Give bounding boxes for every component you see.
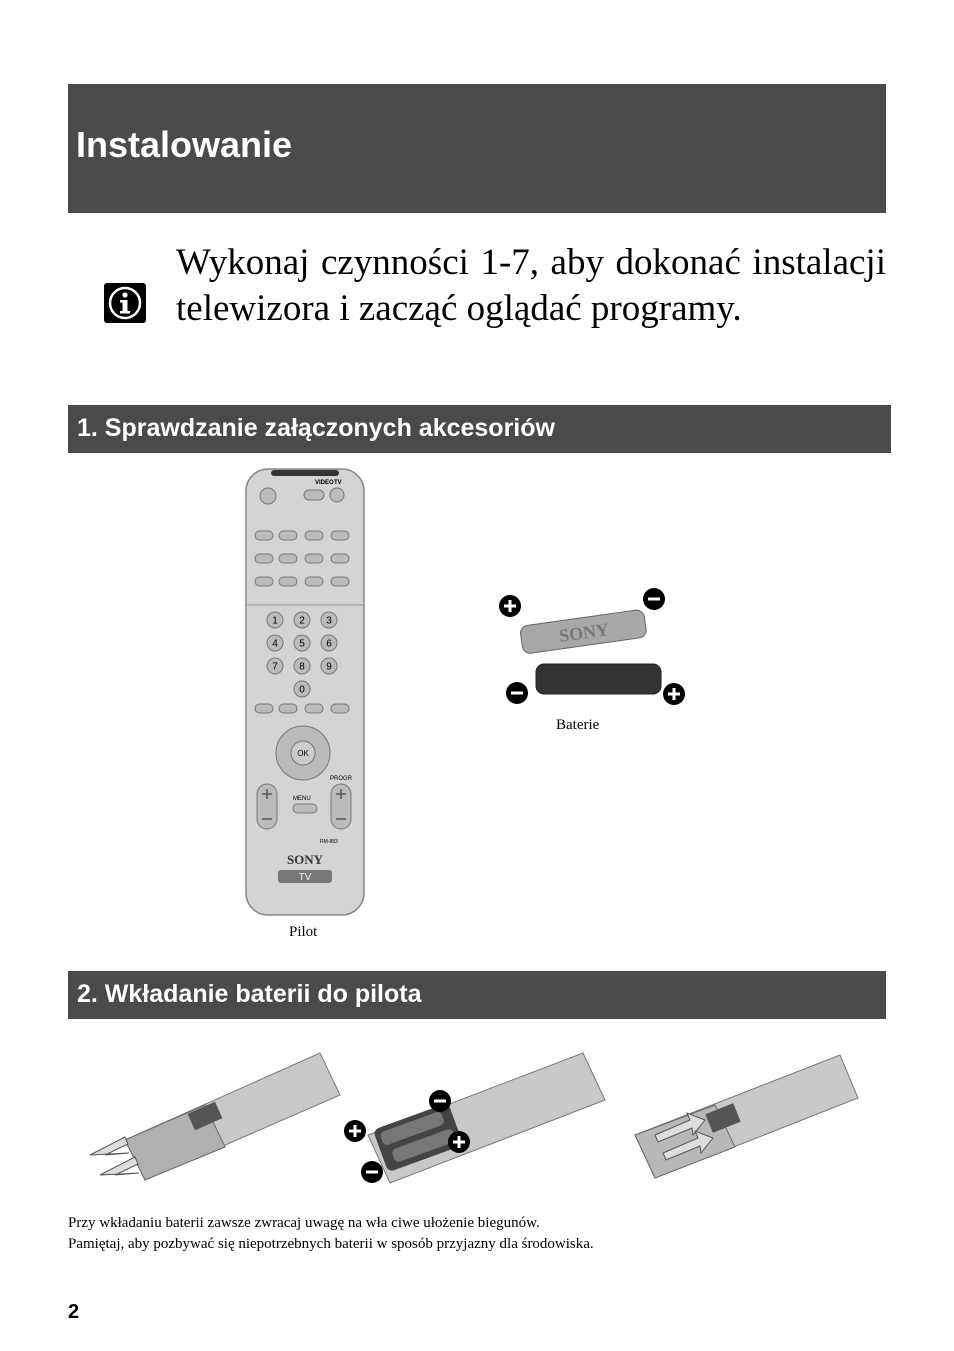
replace-cover-image [630,1050,860,1180]
video-label: VIDEO [315,480,334,486]
title-bar [68,84,886,213]
info-icon [104,283,146,323]
digit-label: 2 [299,615,305,627]
section-2-title: 2. Wkładanie baterii do pilota [77,980,422,1008]
notes [68,1213,594,1255]
note-disposal: Pamiętaj, aby pozbywać się niepotrzebnych baterii w sposób przyjazny dla środowiska. [68,1236,594,1252]
digit-label: 5 [299,638,305,650]
tv-label: TV [334,480,342,486]
plus-icon [344,1120,366,1142]
section-1-title: 1. Sprawdzanie załączonych akcesoriów [77,414,555,442]
digit-label: 3 [326,615,332,627]
page-title: Instalowanie [76,124,293,165]
section-2-bar [68,971,886,1019]
minus-icon [506,682,528,704]
plus-icon [448,1131,470,1153]
batteries-image [496,588,696,713]
progr-label: PROGR [330,776,353,782]
brand-label: SONY [286,852,324,867]
brand-tv-label: TV [298,872,312,883]
note-polarity: Przy wkładaniu baterii zawsze zwracaj uwagę na wła ciwe ułożenie biegunów. [68,1215,540,1231]
intro-text: Wykonaj czynności 1-7, aby dokonać instalacji telewizora i zacząć oglądać programy. [176,242,886,329]
page-number: 2 [68,1301,80,1323]
model-label: RM-883 [320,839,338,845]
insert-batteries-image [343,1045,608,1185]
remove-cover-image [85,1045,345,1185]
plus-icon [499,595,521,617]
menu-label: MENU [293,796,311,802]
ok-label: OK [297,749,309,758]
digit-label: 1 [272,615,278,627]
battery-brand: SONY [557,619,611,646]
batteries-caption: Baterie [556,717,600,733]
digit-label: 9 [326,661,332,673]
digit-label: 0 [299,684,305,696]
plus-icon [663,683,685,705]
digit-label: 8 [299,661,305,673]
minus-icon [429,1090,451,1112]
minus-icon [361,1161,383,1183]
section-1-bar [68,405,891,453]
digit-label: 4 [272,638,278,650]
remote-caption: Pilot [289,924,318,940]
digit-label: 6 [326,638,332,650]
remote-control-image [245,468,375,918]
digit-label: 7 [272,661,278,673]
minus-icon [643,588,665,610]
